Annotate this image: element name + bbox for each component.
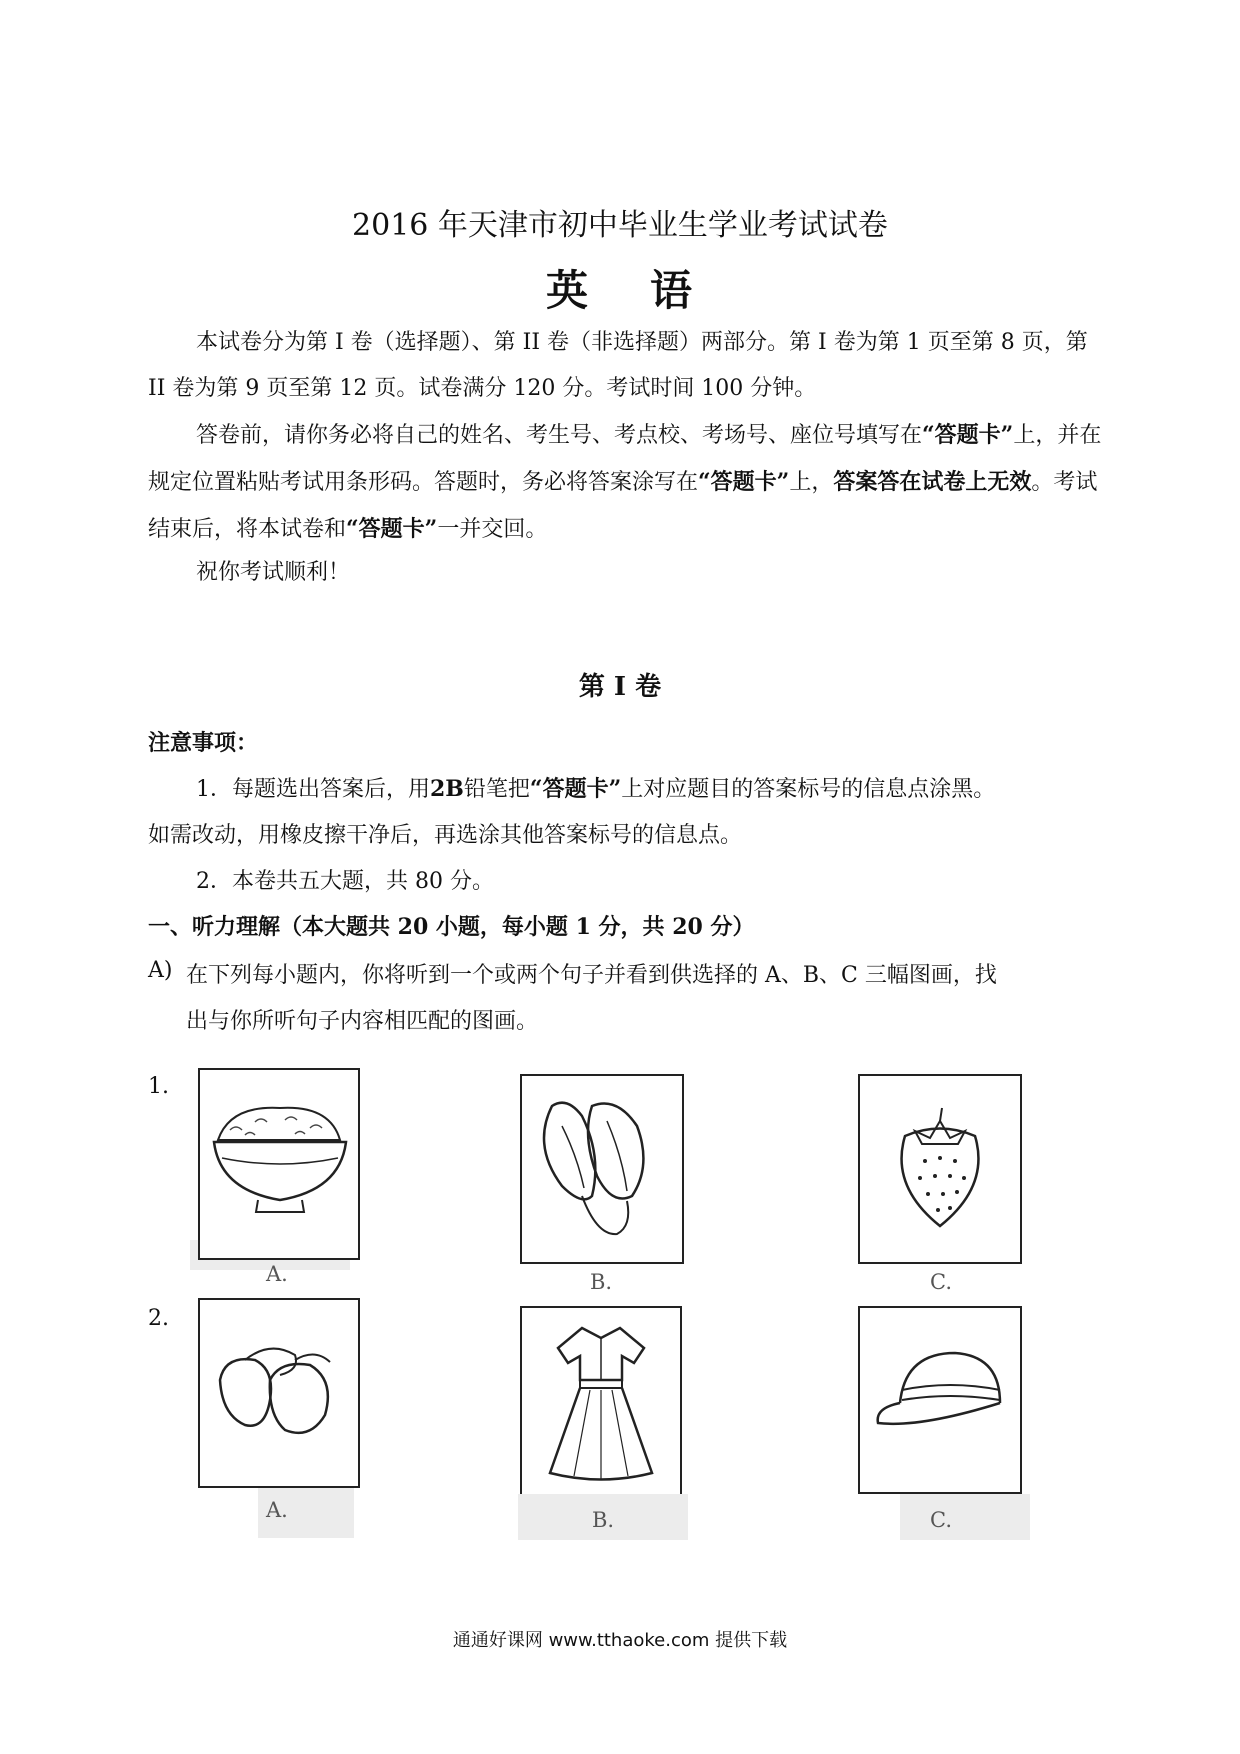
intro-paragraph-1: 本试卷分为第 I 卷（选择题）、第 II 卷（非选择题）两部分。第 I 卷为第 1 页至第 8 页，第 II 卷为第 9 页至第 12 页。试卷满分 120 分。考试时间 100 分钟。: [148, 330, 1088, 401]
intro-paragraph-2: [148, 412, 1108, 553]
cap-icon: [860, 1308, 1020, 1492]
option-label: A.: [266, 1498, 288, 1522]
subject-char-1: 英: [545, 266, 590, 315]
notice-item-1-line-2: 如需改动，用橡皮擦干净后，再选涂其他答案标号的信息点。: [148, 823, 743, 848]
answer-card-term: “答题卡”: [698, 469, 790, 495]
notice-1-text-c: 铅笔把: [463, 777, 530, 802]
part-a-instruction-line-2: 出与你所听句子内容相匹配的图画。: [186, 1009, 539, 1034]
p2-text-g: 。考试结束后，将本试卷和: [148, 470, 1098, 542]
vegetable-icon: [522, 1076, 682, 1262]
notice-heading: 注意事项：: [148, 730, 259, 756]
q1-option-a-picture: [198, 1068, 360, 1260]
subject-char-2: 语: [650, 266, 695, 315]
notice-item-1: [196, 772, 995, 803]
section-1-heading: 一、听力理解（本大题共 20 小题，每小题 1 分，共 20 分）: [148, 914, 755, 940]
p2-text-c: 上，并在规定位置粘贴考试用条形码。答题时，务必将答案涂写在: [148, 423, 1102, 495]
option-label: C.: [930, 1508, 952, 1532]
dress-icon: [522, 1308, 680, 1494]
q2-option-a-picture: [198, 1298, 360, 1488]
gloves-icon: [200, 1300, 358, 1486]
download-source-footer: 通通好课网 www.tthaoke.com 提供下载: [452, 1630, 788, 1651]
volume-title: 第 I 卷: [578, 672, 662, 702]
q1-option-b-picture: [520, 1074, 684, 1264]
strawberry-icon: [860, 1076, 1020, 1262]
notice-1-text-a: 1．每题选出答案后，用: [196, 777, 430, 802]
answer-card-term: “答题卡”: [346, 516, 438, 542]
option-label: B.: [592, 1508, 615, 1532]
part-a-instruction-line-1: 在下列每小题内，你将听到一个或两个句子并看到供选择的 A、B、C 三幅图画，找: [186, 963, 997, 988]
p2-text-i: 一并交回。: [437, 517, 548, 542]
rice-bowl-icon: [200, 1070, 358, 1258]
option-label: A.: [266, 1262, 288, 1286]
invalid-answer-warning: 答案答在试卷上无效: [833, 469, 1032, 495]
exam-title: 2016 年天津市初中毕业生学业考试试卷: [352, 208, 888, 243]
notice-1-text-e: 上对应题目的答案标号的信息点涂黑。: [621, 777, 996, 802]
q1-option-c-picture: [858, 1074, 1022, 1264]
question-number: 2.: [148, 1306, 169, 1331]
part-a-label: A): [148, 958, 173, 983]
p2-text-a: 答卷前，请你务必将自己的姓名、考生号、考点校、考场号、座位号填写在: [196, 423, 923, 448]
option-label: B.: [590, 1270, 613, 1294]
answer-card-term: “答题卡”: [922, 422, 1014, 448]
good-luck-text: 祝你考试顺利！: [196, 560, 351, 585]
q2-option-c-picture: [858, 1306, 1022, 1494]
scan-smudge: [900, 1494, 1030, 1540]
q2-option-b-picture: [520, 1306, 682, 1496]
answer-card-term: “答题卡”: [529, 776, 622, 802]
question-number: 1.: [148, 1074, 169, 1099]
pencil-type: 2B: [430, 776, 464, 802]
subject-title: [0, 258, 1240, 318]
option-label: C.: [930, 1270, 952, 1294]
p2-text-e: 上，: [789, 470, 834, 495]
notice-item-2: 2．本卷共五大题，共 80 分。: [196, 869, 494, 894]
